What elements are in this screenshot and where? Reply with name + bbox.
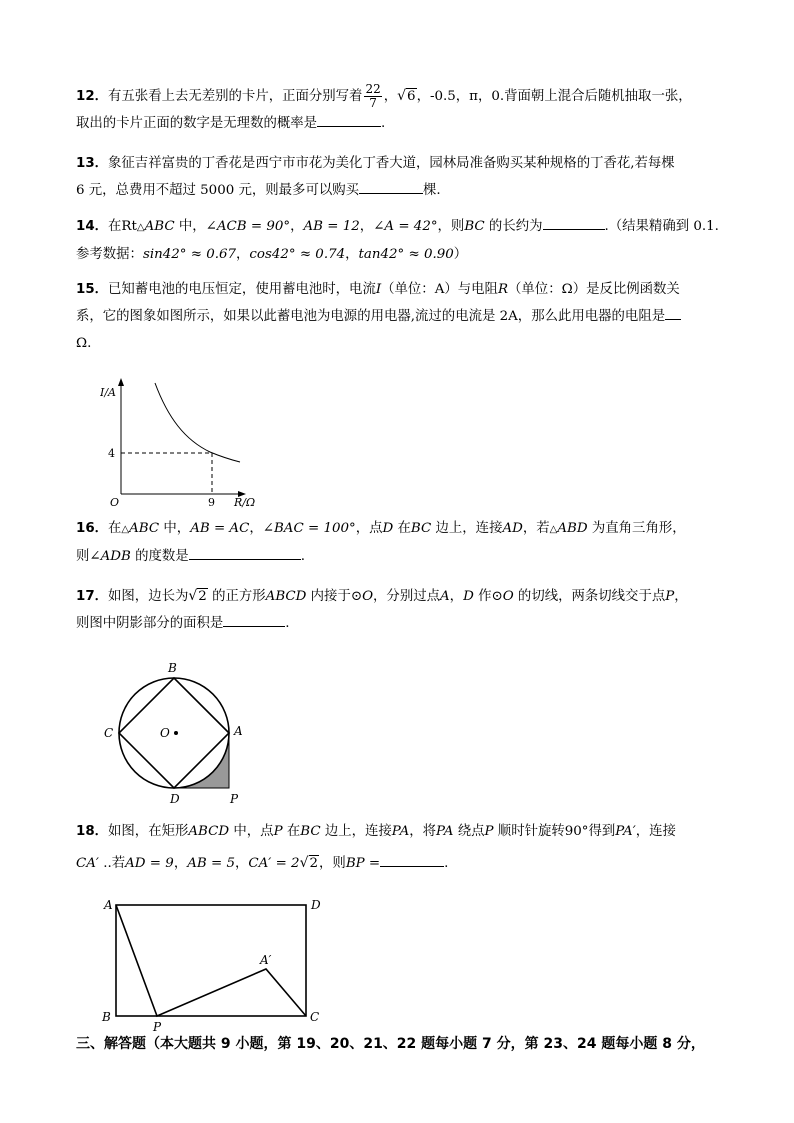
q17-number: 17． [76, 589, 109, 604]
sqrt-sign: √ [299, 855, 309, 871]
label-a: A [234, 724, 243, 738]
label-p: P [153, 1020, 162, 1033]
label-a: A [104, 898, 113, 912]
label-d: D [311, 898, 321, 912]
answer-blank[interactable] [543, 214, 605, 230]
label-c: C [310, 1010, 320, 1024]
label-p: P [230, 792, 239, 806]
q18-number: 18． [76, 824, 109, 839]
answer-blank[interactable] [359, 178, 423, 194]
answer-blank[interactable] [189, 544, 301, 560]
question-16: 16．在△ABC 中，AB = AC，∠BAC = 100°，点D 在BC 边上，连接AD，若△ABD 为直角三角形， 则∠ADB 的度数是 . [76, 521, 686, 564]
answer-blank[interactable] [380, 851, 444, 867]
answer-blank[interactable] [665, 304, 681, 320]
question-18: 18．如图，在矩形ABCD 中，点P 在BC 边上，连接PA，将PA 绕点P 顺时针旋转90°得到PA′，连接 CA′ ..若AD = 9，AB = 5，CA′ = 2√2，则BP = . [76, 824, 676, 871]
label-b: B [168, 661, 177, 675]
label-o: O [160, 726, 170, 740]
label-b: B [102, 1010, 111, 1024]
question-12 [76, 83, 756, 137]
answer-blank[interactable] [223, 611, 285, 627]
answer-blank[interactable] [317, 111, 381, 127]
q14-number: 14． [76, 219, 109, 234]
q12-number: 12． [76, 89, 109, 104]
question-14: 14．在Rt△ABC 中，∠ACB = 90°，AB = 12，∠A = 42°，则BC 的长约为 .（结果精确到 0.1. 参考数据：sin42° ≈ 0.67，cos42° ≈ 0.74，tan42° ≈ 0.90） [76, 213, 756, 268]
section-3-heading: 三、解答题（本大题共 9 小题，第 19、20、21、22 题每小题 7 分，第 23、24 题每小题 8 分， [76, 1036, 705, 1052]
q16-number: 16． [76, 521, 109, 536]
label-d: D [170, 792, 180, 806]
origin-label: O [110, 496, 120, 509]
q12-line1: 12．有五张看上去无差别的卡片，正面分别写着 $\frac{22}{7}$ ，√6，-0.5，π，0.背面朝上混合后随机抽取一张， [76, 82, 692, 110]
x-tick-9: 9 [208, 496, 215, 509]
rectangle-figure [96, 893, 336, 1033]
y-axis-label: I/A [100, 386, 116, 399]
fraction: $\frac{22}{7}$ [365, 82, 381, 110]
q15-number: 15． [76, 282, 109, 297]
question-15: 15．已知蓄电池的电压恒定，使用蓄电池时，电流I（单位：A）与电阻R（单位：Ω）是反比例函数关 系，它的图象如图所示，如果以此蓄电池为电源的用电器,流过的电流是 2A，那么此用电器的电阻是 Ω. [76, 282, 680, 351]
circle-square-figure [96, 656, 266, 808]
label-a-prime: A′ [260, 953, 272, 967]
q13-number: 13． [76, 156, 109, 171]
path-a-p-a2-c [116, 905, 306, 1016]
inverse-proportion-graph [100, 370, 270, 510]
label-c: C [104, 726, 114, 740]
inverse-curve [155, 383, 240, 462]
question-17: 17．如图，边长为√2 的正方形ABCD 内接于⊙O，分别过点A，D 作⊙O 的切线，两条切线交于点P， 则图中阴影部分的面积是 . [76, 588, 688, 631]
y-axis-arrow [118, 378, 124, 386]
rectangle-abcd [116, 905, 306, 1016]
q12-line2: 取出的卡片正面的数字是无理数的概率是 . [76, 110, 756, 137]
question-13: 13．象征吉祥富贵的丁香花是西宁市市花为美化丁香大道，园林局准备购买某种规格的丁香花,若每棵 6 元，总费用不超过 5000 元，则最多可以购买 棵. [76, 156, 675, 198]
x-axis-label: R/Ω [234, 496, 256, 509]
sqrt-sign: √ [188, 588, 198, 604]
sqrt-sign: √ [397, 88, 407, 104]
y-tick-4: 4 [108, 447, 115, 460]
center-point [174, 731, 178, 735]
